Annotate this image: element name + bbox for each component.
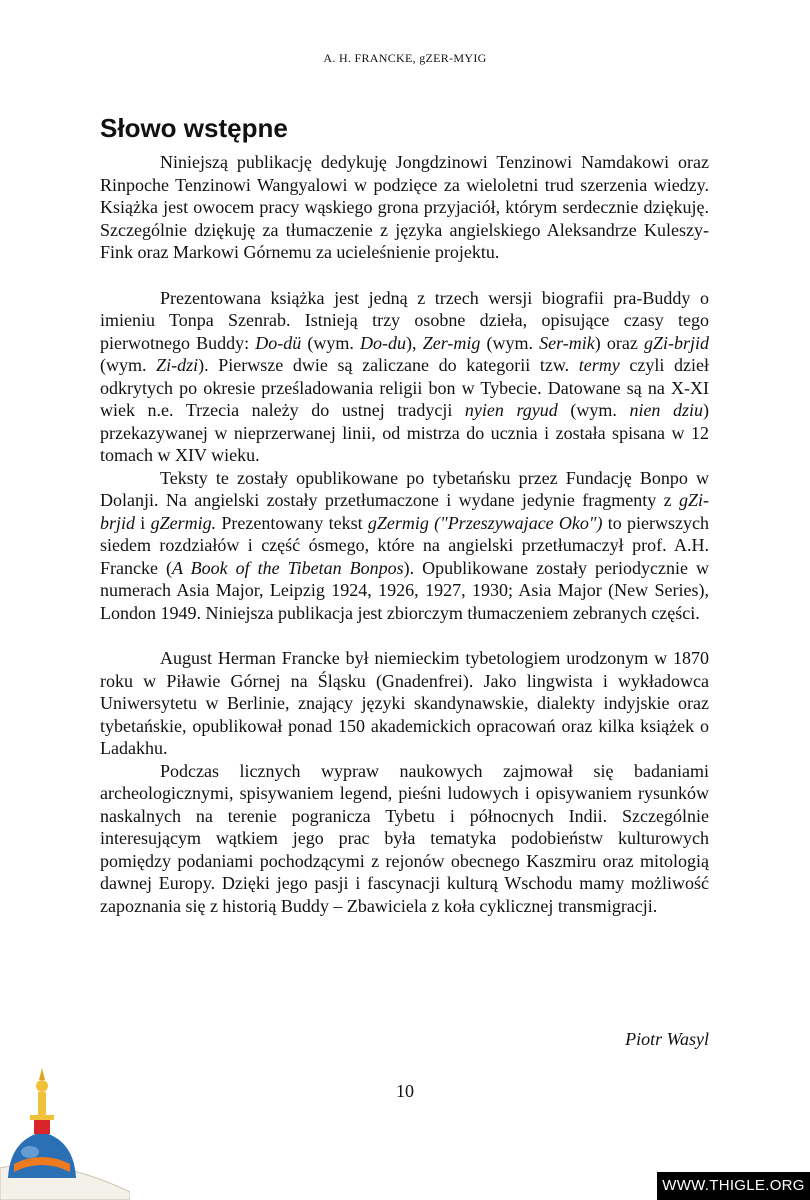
stupa-neck (34, 1118, 50, 1134)
stupa-icon (0, 1060, 130, 1200)
italic-text: Ser-mik (539, 332, 595, 353)
page-title: Słowo wstępne (100, 113, 288, 143)
text-run: (wym. (557, 400, 630, 420)
italic-text: A Book of the Tibetan Bonpos (171, 557, 404, 578)
text-run: Prezentowana książka jest jedną z trzech wersji biografii pra-Buddy o imieniu Tonpa Szenrab. Istnieją trzy osobne dzieła, opisujące czasy tego pierwotnego Buddy: (100, 287, 709, 353)
stupa-spire (38, 1092, 46, 1116)
text-run: to pierwszych siedem rozdziałów i część ósmego, które na angielski przetłumaczył prof. A.H. Francke ( (100, 512, 709, 578)
paragraph (100, 287, 709, 467)
paragraph (100, 647, 709, 760)
italic-text: nyien rgyud (464, 400, 558, 420)
text-run: ). Opublikowane zostały periodycznie w numerach Asia Major, Leipzig 1924, 1926, 1927, 1930; Asia Major (New Series), London 1949. Niniejsza publikacja jest zbiorczym tłumaczeniem zebranych części. (100, 557, 710, 623)
text-run: (wym. (480, 332, 540, 353)
italic-text: Do-dü (255, 332, 302, 353)
paragraph (100, 760, 709, 918)
italic-text: Zer-mig (422, 332, 481, 353)
text-run: czyli dzieł odkrytych po okresie prześladowania religii bon w Tybecie. Datowane są na X-XI wiek n.e. Trzecia należy do ustnej tradycji (100, 355, 709, 420)
text-run: Niniejszą publikację dedykuję Jongdzinowi Tenzinowi Namdakowi oraz Rinpoche Tenzinowi Wangyalowi w podzięce za wieloletni trud szerzenia wiedzy. Książka jest owocem pracy wąskiego grona przyjaciół, którym serdecznie dziękuję. Szczególnie dziękuję za tłumaczenie z języka angielskiego Aleksandrze Kuleszy-Fink oraz Markowi Górnemu za ucieleśnienie projektu. (100, 152, 709, 262)
stupa-finial (36, 1080, 48, 1092)
stupa-dome (8, 1132, 76, 1178)
text-run: Teksty te zostały opublikowane po tybetańsku przez Fundację Bonpo w Dolanji. Na angielski zostały przetłumaczone i wydane jedynie fragmenty z (100, 467, 709, 510)
italic-text: gZi-brjid (643, 332, 709, 353)
text-run: i (135, 512, 151, 533)
stupa-tip (39, 1068, 45, 1080)
signature: Piotr Wasyl (625, 1029, 709, 1049)
text-run: ) przekazywanej w nieprzerwanej linii, od mistrza do ucznia i została spisana w 12 tomach w XIV wieku. (100, 400, 710, 465)
text-run: (wym. (100, 355, 157, 375)
document-body (100, 151, 709, 917)
text-run: Podczas licznych wypraw naukowych zajmował się badaniami archeologicznymi, spisywaniem legend, pieśni ludowych i opisywaniem rysunków naskalnych na terenie pogranicza Tybetu i północnych Indii. Szczególnie interesującym wątkiem jego prac była tematyka podobieństw kulturowych pomiędzy podaniami pochodzącymi z rejonów obecnego Kaszmiru oraz mitologią dawnej Europy. Dzięki jego pasji i fascynacji kulturą Wschodu mamy możliwość zapoznania się z historią Buddy – Zbawiciela z koła cyklicznej transmigracji. (100, 760, 709, 916)
paragraph (100, 151, 709, 264)
watermark: WWW.THIGLE.ORG (657, 1172, 810, 1200)
text-run: (wym. (301, 332, 361, 353)
italic-text: Zi-dzi (156, 355, 199, 375)
italic-text: gZermig ("Przeszywajace Oko") (367, 512, 603, 533)
italic-text: gZermig. (150, 512, 217, 533)
paragraph (100, 467, 709, 625)
running-header: A. H. FRANCKE, gZER-MYIG (323, 51, 487, 65)
text-run: ), (406, 332, 423, 353)
page-number: 10 (396, 1081, 414, 1101)
italic-text: Do-du (360, 332, 407, 353)
italic-text: nien dziu (629, 400, 704, 420)
text-run: ) oraz (594, 332, 644, 353)
text-run: Prezentowany tekst (216, 512, 368, 533)
text-run: ). Pierwsze dwie są zaliczane do kategorii tzw. (198, 355, 579, 375)
text-run: August Herman Francke był niemieckim tybetologiem urodzonym w 1870 roku w Piławie Górnej na Śląsku (Gnadenfrei). Jako lingwista i wykładowca Uniwersytetu w Berlinie, znający języki skandynawskie, dialekty indyjskie oraz tybetańskie, opublikował ponad 150 akademickich opracowań oraz kilka książek o Ladakhu. (100, 648, 709, 758)
italic-text: gZi-brjid (100, 490, 709, 533)
italic-text: termy (578, 355, 620, 375)
stupa-dome-highlight (21, 1146, 39, 1158)
